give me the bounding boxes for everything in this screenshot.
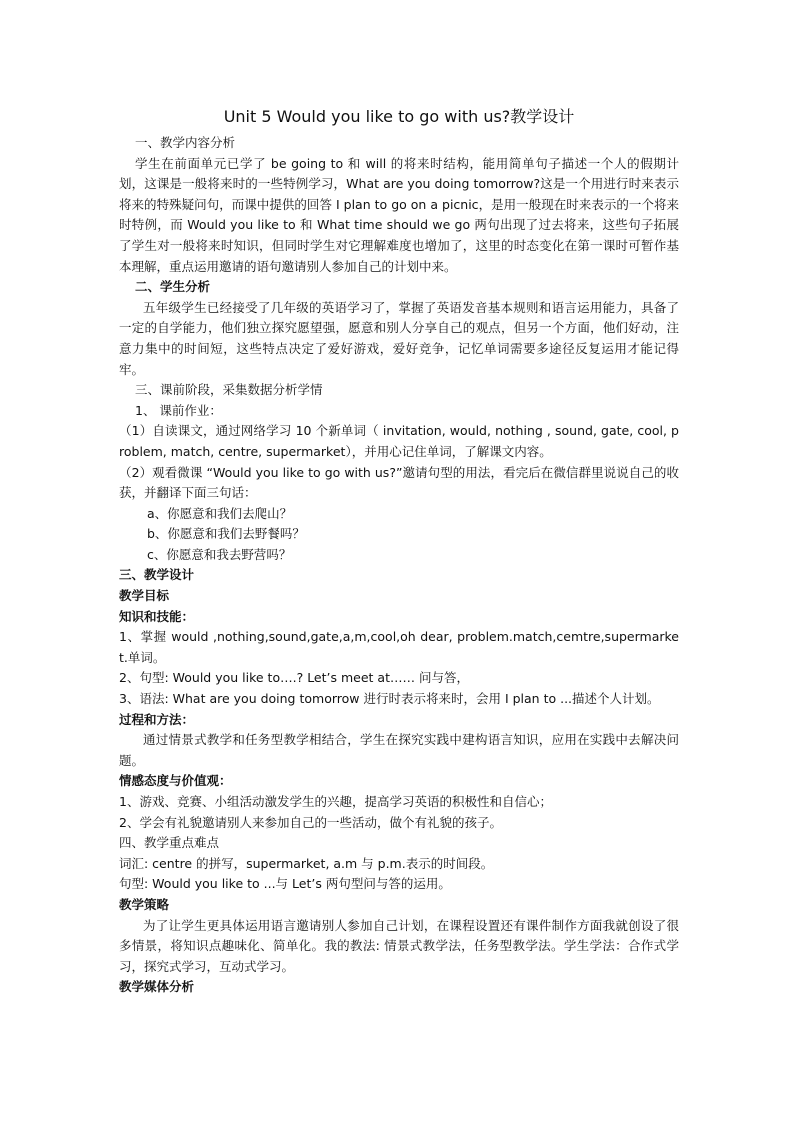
strategy-heading: 教学策略 bbox=[119, 896, 170, 912]
translation-item: a、你愿意和我们去爬山？ bbox=[147, 505, 293, 521]
attitude-heading: 情感态度与价值观： bbox=[119, 773, 232, 789]
process-body: 通过情景式教学和任务型教学相结合，学生在探究实践中建构语言知识，应用在实践中去解决问题。 bbox=[119, 732, 679, 768]
attitude-item-2: 2、学会有礼貌邀请别人来参加自己的一些活动，做个有礼貌的孩子。 bbox=[119, 814, 502, 830]
translation-item: c、你愿意和我去野营吗？ bbox=[147, 546, 292, 562]
knowledge-item-2: 2、句型: Would you like to….? Let’s meet at…… 问与答， bbox=[119, 670, 469, 686]
section2-heading: 二、学生分析 bbox=[135, 279, 211, 295]
homework-heading: 1、 课前作业： bbox=[135, 402, 222, 418]
document-page bbox=[119, 105, 679, 998]
homework-item-1: （1）自读课文，通过网络学习 10 个新单词（ invitation, would, nothing , sound, gate, cool, problem, match, centre, supermarket），并用心记住单词，了解课文内容。 bbox=[119, 423, 679, 459]
section3-heading: 三、课前阶段，采集数据分析学情 bbox=[135, 382, 323, 398]
knowledge-item-1: 1、掌握 would ,nothing,sound,gate,a,m,cool,oh dear, problem.match,cemtre,supermarket.单词。 bbox=[119, 629, 679, 665]
media-heading: 教学媒体分析 bbox=[119, 979, 195, 995]
knowledge-item-3: 3、语法: What are you doing tomorrow 进行时表示将来时，会用 I plan to ...描述个人计划。 bbox=[119, 691, 660, 707]
attitude-item-1: 1、游戏、竞赛、小组活动激发学生的兴趣，提高学习英语的积极性和自信心； bbox=[119, 794, 552, 809]
section4-heading: 四、教学重点难点 bbox=[119, 835, 220, 851]
pattern-focus: 句型: Would you like to ...与 Let’s 两句型问与答的运用。 bbox=[119, 876, 451, 892]
section1-body: 学生在前面单元已学了 be going to 和 will 的将来时结构，能用简单句子描述一个人的假期计划，这课是一般将来时的一些特例学习，What are you doing tomorrow?这是一个用进行时来表示将来的特殊疑问句，而课中提供的回答 I plan to go on a picnic，是用一般现在时来表示的一个将来时特例，而 Would you like to 和 What time should we go 两句出现了过去将来，这些句子拓展了学生对一般将来时知识，但同时学生对它理解难度也增加了，这里的时态变化在第一课时可暂作基本理解，重点运用邀请的语句邀请别人参加自己的计划中来。 bbox=[119, 155, 679, 274]
translation-item: b、你愿意和我们去野餐吗？ bbox=[147, 526, 305, 542]
section1-heading: 一、教学内容分析 bbox=[135, 135, 236, 150]
homework-item-2: （2）观看微课 “Would you like to go with us?”邀请句型的用法，看完后在微信群里说说自己的收获，并翻译下面三句话： bbox=[119, 464, 679, 501]
document-title: Unit 5 Would you like to go with us?教学设计 bbox=[223, 107, 575, 126]
design-heading: 三、教学设计 bbox=[119, 567, 195, 583]
process-heading: 过程和方法： bbox=[119, 711, 195, 727]
goals-heading: 教学目标 bbox=[119, 588, 170, 604]
section2-body: 五年级学生已经接受了几年级的英语学习了，掌握了英语发音基本规则和语言运用能力，具备了一定的自学能力，他们独立探究愿望强，愿意和别人分享自己的观点，但另一个方面，他们好动，注意力集中的时间短，这些特点决定了爱好游戏，爱好竞争，记忆单词需要多途径反复运用才能记得牢。 bbox=[119, 299, 679, 377]
strategy-body: 为了让学生更具体运用语言邀请别人参加自己计划，在课程设置还有课件制作方面我就创设了很多情景，将知识点趣味化、简单化。我的教法: 情景式教学法，任务型教学法。学生学法：合作式学习，探究式学习，互动式学习。 bbox=[119, 917, 679, 974]
knowledge-heading: 知识和技能： bbox=[119, 608, 195, 624]
vocab-focus: 词汇: centre 的拼写，supermarket, a.m 与 p.m.表示的时间段。 bbox=[119, 855, 494, 871]
